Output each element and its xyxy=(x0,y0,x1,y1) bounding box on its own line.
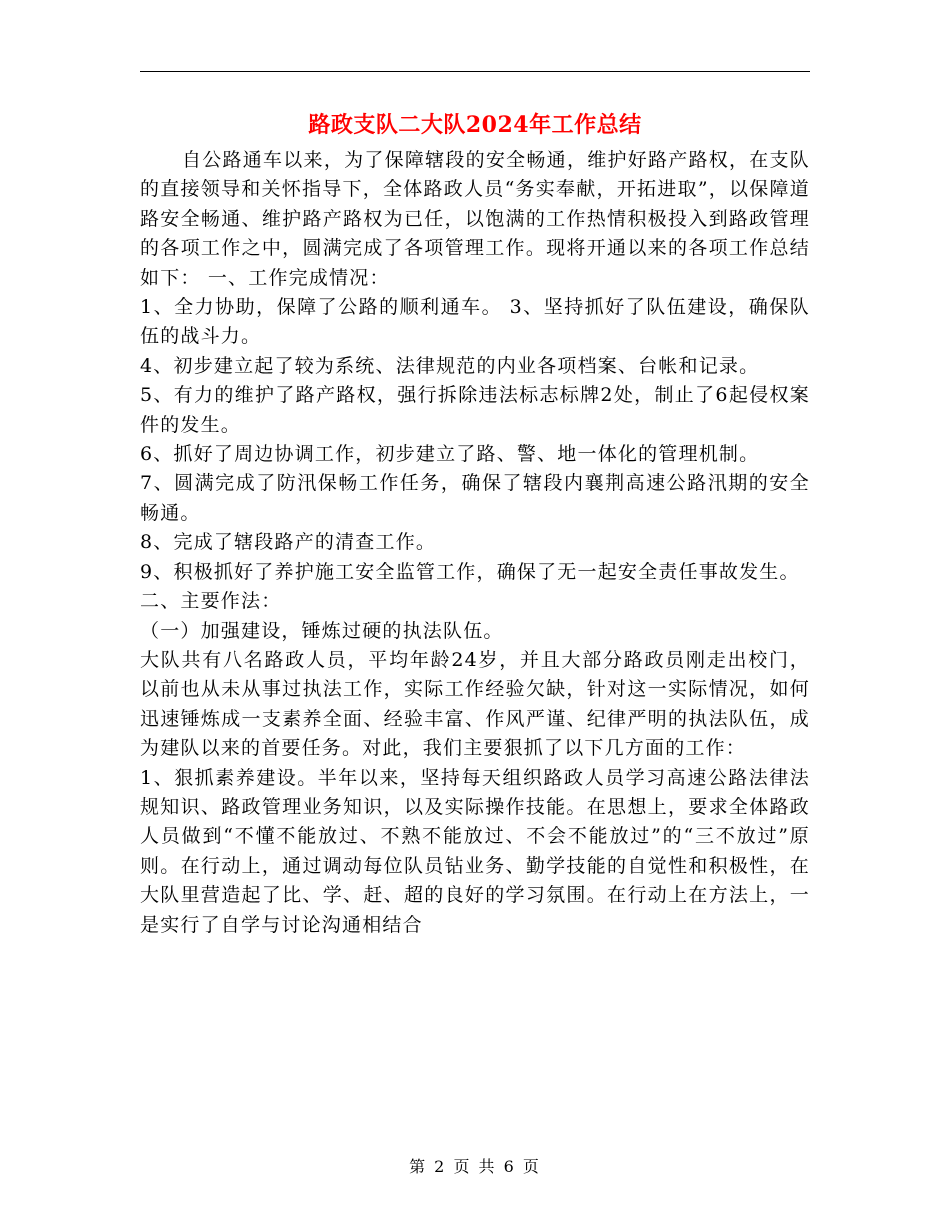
subsection-heading-1: （一）加强建设，锤炼过硬的执法队伍。 xyxy=(140,619,504,642)
paragraph-item-9: 9、积极抓好了养护施工安全监管工作，确保了无一起安全责任事故发生。 xyxy=(140,560,800,583)
paragraph-item-1-3: 1、全力协助，保障了公路的顺利通车。 3、坚持抓好了队伍建设，确保队伍的战斗力。 xyxy=(140,296,810,348)
paragraph-item-4: 4、初步建立起了较为系统、法律规范的内业各项档案、台帐和记录。 xyxy=(140,354,760,377)
team-paragraph: 大队共有八名路政人员，平均年龄24岁，并且大部分路政员刚走出校门，以前也从未从事过执法工作，实际工作经验欠缺，针对这一实际情况，如何迅速锤炼成一支素养全面、经验丰富、作风严谨、纪律严明的执法队伍，成为建队以来的首要任务。对此，我们主要狠抓了以下几方面的工作： xyxy=(140,648,810,760)
header-rule xyxy=(140,71,810,72)
paragraph-item-6: 6、抓好了周边协调工作，初步建立了路、警、地一体化的管理机制。 xyxy=(140,443,760,466)
document-body xyxy=(140,146,810,940)
page-footer: 第 2 页 共 6 页 xyxy=(409,1157,541,1176)
document-title: 路政支队二大队2024年工作总结 xyxy=(308,112,642,138)
paragraph-item-8: 8、完成了辖段路产的清查工作。 xyxy=(140,531,437,554)
quality-paragraph: 1、狠抓素养建设。半年以来，坚持每天组织路政人员学习高速公路法律法规知识、路政管理业务知识，以及实际操作技能。在思想上，要求全体路政人员做到“不懂不能放过、不熟不能放过、不会不能放过”的“三不放过”原则。在行动上，通过调动每位队员钻业务、勤学技能的自觉性和积极性，在大队里营造起了比、学、赶、超的良好的学习氛围。在行动上在方法上，一是实行了自学与讨论沟通相结合 xyxy=(140,766,810,936)
paragraph-item-5: 5、有力的维护了路产路权，强行拆除违法标志标牌2处，制止了6起侵权案件的发生。 xyxy=(140,384,810,436)
intro-paragraph: 自公路通车以来，为了保障辖段的安全畅通，维护好路产路权，在支队的直接领导和关怀指导下，全体路政人员“务实奉献，开拓进取”，以保障道路安全畅通、维护路产路权为已任，以饱满的工作热情积极投入到路政管理的各项工作之中，圆满完成了各项管理工作。现将开通以来的各项工作总结如下： 一、工作完成情况： xyxy=(140,149,810,289)
section-heading-methods: 二、主要作法： xyxy=(140,590,282,613)
paragraph-item-7: 7、圆满完成了防汛保畅工作任务，确保了辖段内襄荆高速公路汛期的安全畅通。 xyxy=(140,472,810,524)
